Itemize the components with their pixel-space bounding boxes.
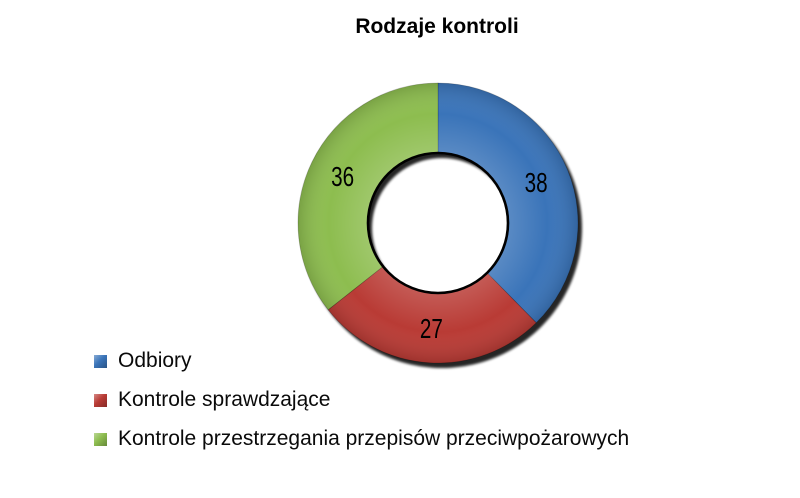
data-label-2: 36 [331,160,355,192]
data-label-1: 27 [419,312,443,344]
legend-label: Kontrole sprawdzające [118,388,331,411]
legend-item-kontrole-przestrzegania[interactable] [94,426,629,452]
donut-hole-outline [368,153,508,293]
legend [94,348,629,465]
legend-swatch-kontrole-przestrzegania [94,433,107,446]
legend-swatch-odbiory [94,355,107,368]
chart-title: Rodzaje kontroli [355,15,519,38]
legend-label: Odbiory [118,349,192,372]
legend-label: Kontrole przestrzegania przepisów przeciwpożarowych [118,427,630,450]
legend-item-kontrole-sprawdzajace[interactable] [94,387,629,413]
legend-swatch-kontrole-sprawdzajace [94,394,107,407]
legend-item-odbiory[interactable] [94,348,629,374]
data-label-0: 38 [524,166,548,198]
